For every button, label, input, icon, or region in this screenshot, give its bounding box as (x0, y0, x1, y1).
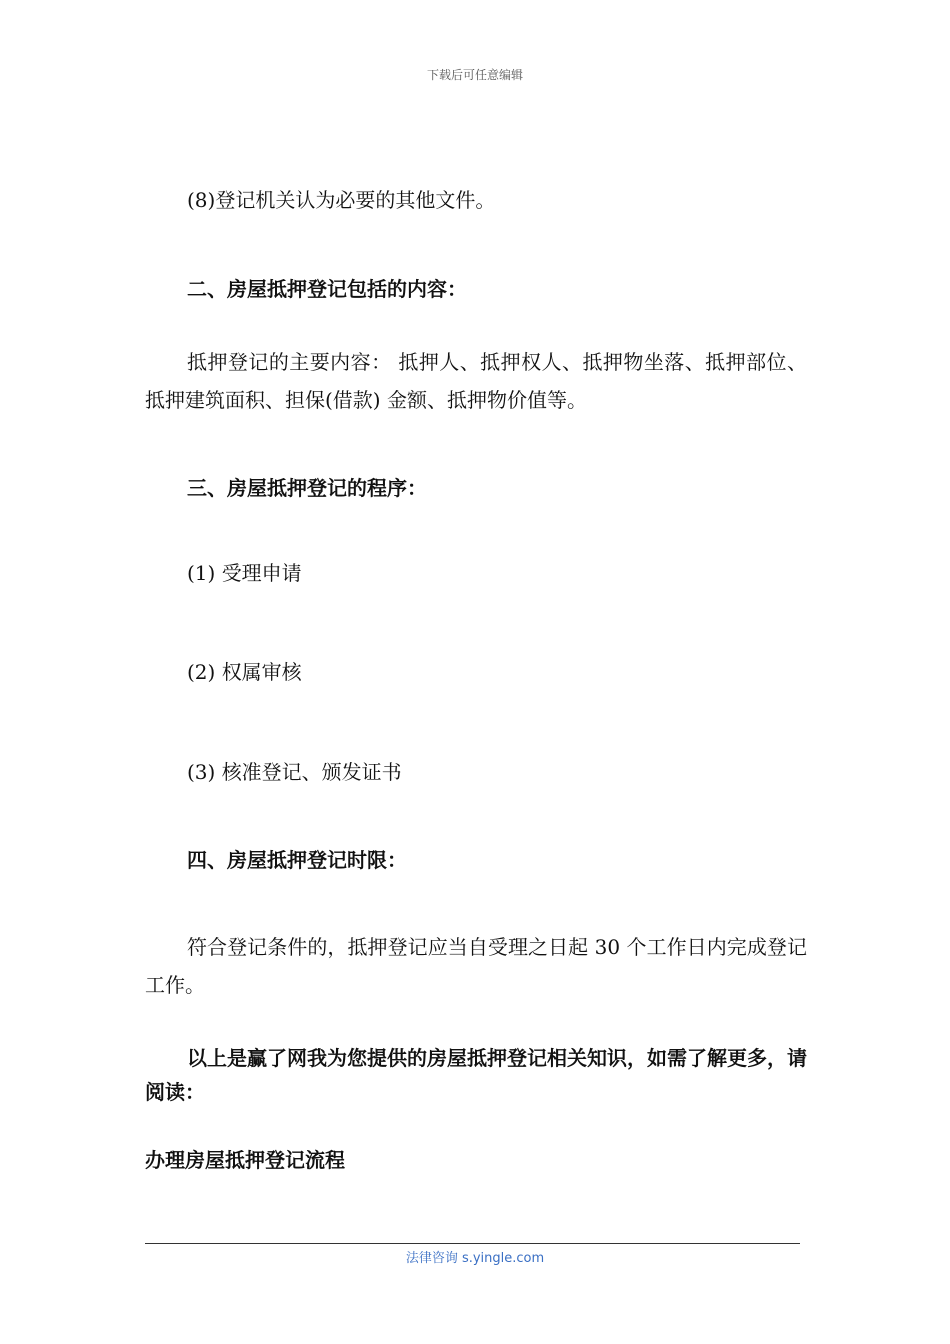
paragraph-main-content: 抵押登记的主要内容： 抵押人、抵押权人、抵押物坐落、抵押部位、抵押建筑面积、担保(借款) 金额、抵押物价值等。 (145, 350, 807, 412)
step-accept-application: (1) 受理申请 (187, 561, 302, 585)
step-approve-register: (3) 核准登记、颁发证书 (187, 760, 402, 784)
step-ownership-review: (2) 权属审核 (187, 660, 302, 684)
paragraph-time-limit: 符合登记条件的，抵押登记应当自受理之日起 30 个工作日内完成登记工作。 (145, 935, 807, 997)
footer-link[interactable]: 法律咨询 s.yingle.com (405, 1251, 545, 1266)
section-heading-3: 三、房屋抵押登记的程序： (187, 476, 427, 500)
page-header: 下载后可任意编辑 (426, 68, 523, 82)
paragraph-item-8: (8)登记机关认为必要的其他文件。 (187, 188, 496, 212)
related-link-title[interactable]: 办理房屋抵押登记流程 (145, 1148, 345, 1172)
footer-divider (145, 1243, 800, 1244)
section-heading-4: 四、房屋抵押登记时限： (187, 848, 407, 872)
section-heading-2: 二、房屋抵押登记包括的内容： (187, 277, 467, 301)
summary-paragraph: 以上是赢了网我为您提供的房屋抵押登记相关知识，如需了解更多，请阅读： (145, 1046, 807, 1104)
